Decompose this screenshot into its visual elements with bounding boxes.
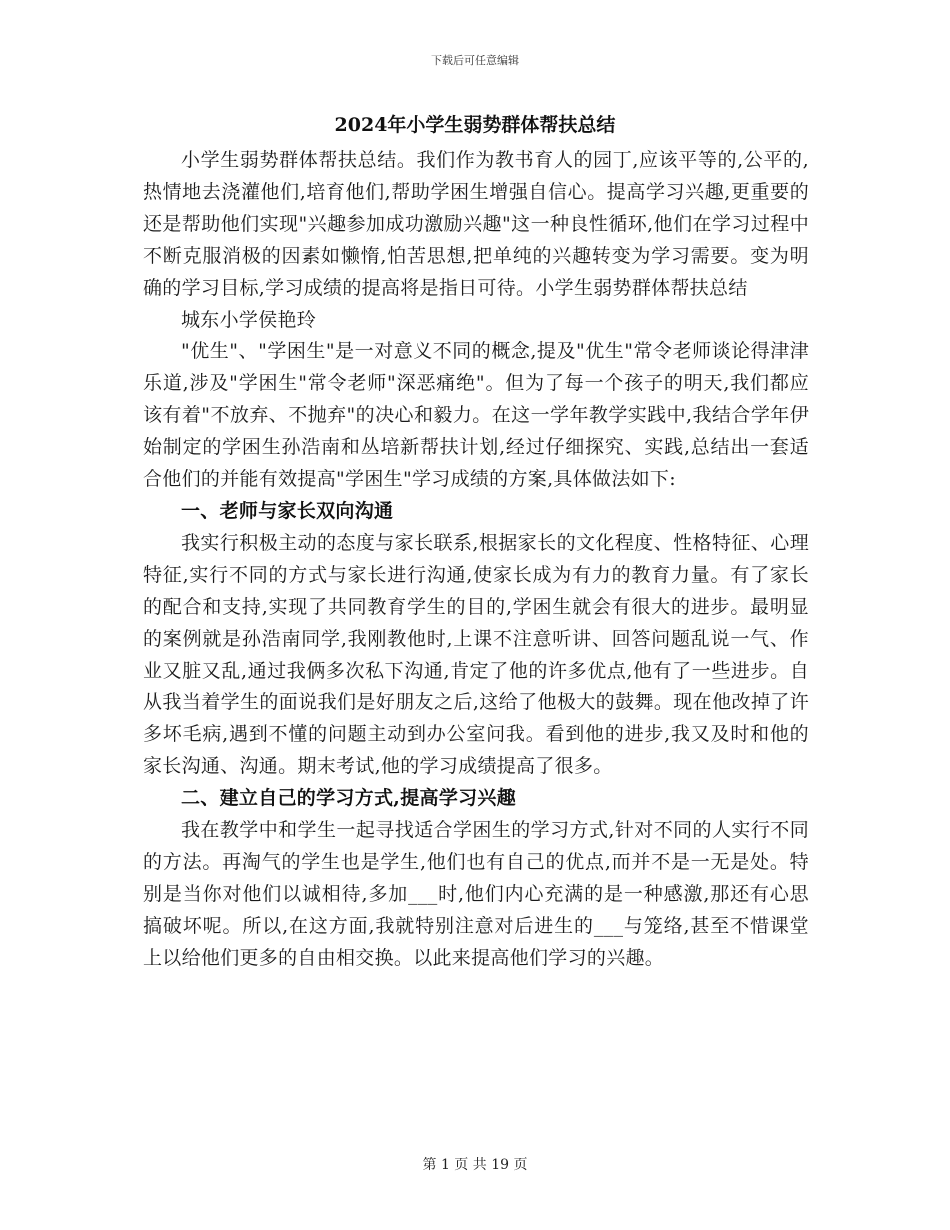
document-body	[143, 145, 809, 975]
section-heading-2: 二、建立自己的学习方式,提高学习兴趣	[181, 787, 517, 810]
page-header-note: 下载后可任意编辑	[431, 54, 519, 67]
paragraph-intro: 小学生弱势群体帮扶总结。我们作为教书育人的园丁,应该平等的,公平的,热情地去浇灌他们,培育他们,帮助学困生增强自信心。提高学习兴趣,更重要的还是帮助他们实现"兴趣参加成功激励兴趣"这一种良性循环,他们在学习过程中不断克服消极的因素如懒惰,怕苦思想,把单纯的兴趣转变为学习需要。变为明确的学习目标,学习成绩的提高将是指日可待。小学生弱势群体帮扶总结	[143, 149, 809, 299]
document-title: 2024年小学生弱势群体帮扶总结	[334, 114, 616, 136]
paragraph-section-1: 我实行积极主动的态度与家长联系,根据家长的文化程度、性格特征、心理特征,实行不同的方式与家长进行沟通,使家长成为有力的教育力量。有了家长的配合和支持,实现了共同教育学生的目的,学困生就会有很大的进步。最明显的案例就是孙浩南同学,我刚教他时,上课不注意听讲、回答问题乱说一气、作业又脏又乱,通过我俩多次私下沟通,肯定了他的许多优点,他有了一些进步。自从我当着学生的面说我们是好朋友之后,这给了他极大的鼓舞。现在他改掉了许多坏毛病,遇到不懂的问题主动到办公室问我。看到他的进步,我又及时和他的家长沟通、沟通。期末考试,他的学习成绩提高了很多。	[143, 531, 809, 778]
page-number: 第 1 页 共 19 页	[422, 1157, 528, 1173]
paragraph-author: 城东小学侯艳玲	[181, 308, 317, 331]
paragraph-section-2: 我在教学中和学生一起寻找适合学困生的学习方式,针对不同的人实行不同的方法。再淘气的学生也是学生,他们也有自己的优点,而并不是一无是处。特别是当你对他们以诚相待,多加___时,他们内心充满的是一种感激,那还有心思搞破坏呢。所以,在这方面,我就特别注意对后进生的___与笼络,甚至不惜课堂上以给他们更多的自由相交换。以此来提高他们学习的兴趣。	[143, 819, 809, 969]
section-heading-1: 一、老师与家长双向沟通	[181, 499, 394, 522]
paragraph-background: "优生"、"学困生"是一对意义不同的概念,提及"优生"常令老师谈论得津津乐道,涉及"学困生"常令老师"深恶痛绝"。但为了每一个孩子的明天,我们都应该有着"不放弃、不抛弃"的决心和毅力。在这一学年教学实践中,我结合学年伊始制定的学困生孙浩南和丛培新帮扶计划,经过仔细探究、实践,总结出一套适合他们的并能有效提高"学困生"学习成绩的方案,具体做法如下:	[143, 340, 809, 491]
